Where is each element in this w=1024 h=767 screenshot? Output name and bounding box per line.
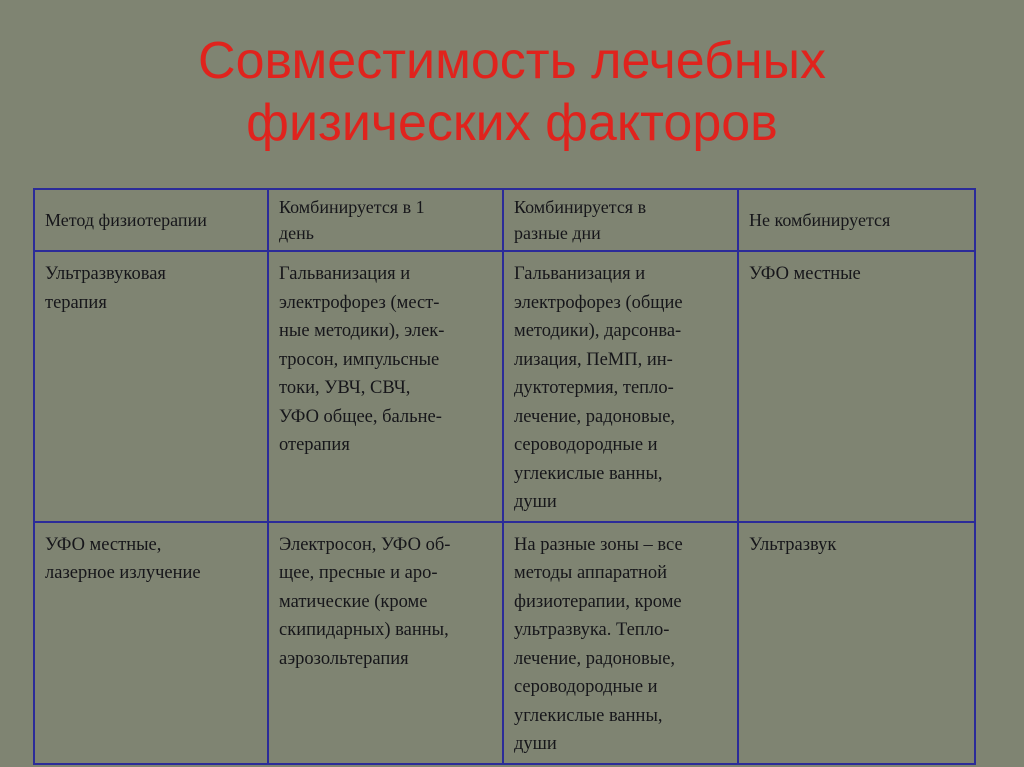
cell-line: лечение, радоновые,	[514, 648, 676, 669]
cell-line: ные методики), элек-	[279, 321, 445, 341]
header-not-combined	[738, 189, 975, 251]
cell-method	[34, 251, 268, 522]
cell-line: электрофорез (мест-	[279, 292, 440, 313]
cell-line: лечение, радоновые,	[514, 406, 676, 427]
table-row	[34, 522, 975, 764]
cell-same-day	[268, 522, 503, 764]
cell-line: углекислые ванны,	[514, 463, 663, 484]
table-header-row	[34, 189, 975, 251]
cell-line: отерапия	[279, 435, 350, 455]
header-different-days	[503, 189, 738, 251]
header-text: Комбинируется в	[514, 197, 647, 217]
cell-line: аэрозольтерапия	[279, 648, 409, 669]
cell-line: лазерное излучение	[45, 563, 201, 583]
cell-not-combined	[738, 522, 975, 764]
header-text: день	[279, 223, 314, 243]
header-text: разные дни	[514, 223, 601, 243]
cell-line: матические (кроме	[279, 591, 428, 612]
cell-line: электрофорез (общие	[514, 292, 683, 313]
cell-line: токи, УВЧ, СВЧ,	[279, 378, 411, 398]
header-method	[34, 189, 268, 251]
cell-line: На разные зоны – все	[514, 534, 683, 555]
table-row	[34, 251, 975, 522]
compatibility-table	[33, 188, 976, 765]
cell-same-day	[268, 251, 503, 522]
cell-line: Ультразвуковая	[45, 264, 166, 284]
cell-line: скипидарных) ванны,	[279, 620, 449, 640]
cell-line: души	[514, 492, 557, 512]
cell-different-days	[503, 251, 738, 522]
cell-different-days	[503, 522, 738, 764]
cell-line: ультразвука. Тепло-	[514, 620, 670, 640]
cell-line: Гальванизация и	[279, 264, 411, 284]
cell-line: сероводородные и	[514, 435, 658, 455]
header-text: Комбинируется в 1	[279, 197, 425, 217]
cell-line: Электросон, УФО об-	[279, 534, 451, 555]
cell-line: щее, пресные и аро-	[279, 563, 438, 583]
cell-line: углекислые ванны,	[514, 705, 663, 726]
header-text: Метод физиотерапии	[45, 210, 207, 230]
cell-line: лизация, ПеМП, ин-	[514, 349, 673, 370]
slide-title	[0, 30, 1024, 154]
cell-line: души	[514, 734, 557, 754]
cell-line: УФО общее, бальне-	[279, 406, 442, 427]
cell-line: Ультразвук	[749, 534, 837, 555]
cell-not-combined	[738, 251, 975, 522]
header-text: Не комбинируется	[749, 210, 891, 230]
header-same-day	[268, 189, 503, 251]
cell-line: тросон, импульсные	[279, 349, 440, 370]
cell-line: физиотерапии, кроме	[514, 591, 682, 612]
cell-line: УФО местные,	[45, 534, 162, 555]
slide-title-line-2: физических факторов	[246, 94, 778, 152]
slide-title-line-1: Совместимость лечебных	[198, 32, 826, 90]
cell-line: сероводородные и	[514, 677, 658, 697]
cell-line: УФО местные	[749, 264, 861, 284]
cell-line: дуктотермия, тепло-	[514, 378, 674, 398]
cell-line: терапия	[45, 292, 107, 313]
cell-line: методы аппаратной	[514, 563, 668, 583]
cell-line: Гальванизация и	[514, 264, 646, 284]
cell-line: методики), дарсонва-	[514, 321, 682, 341]
cell-method	[34, 522, 268, 764]
